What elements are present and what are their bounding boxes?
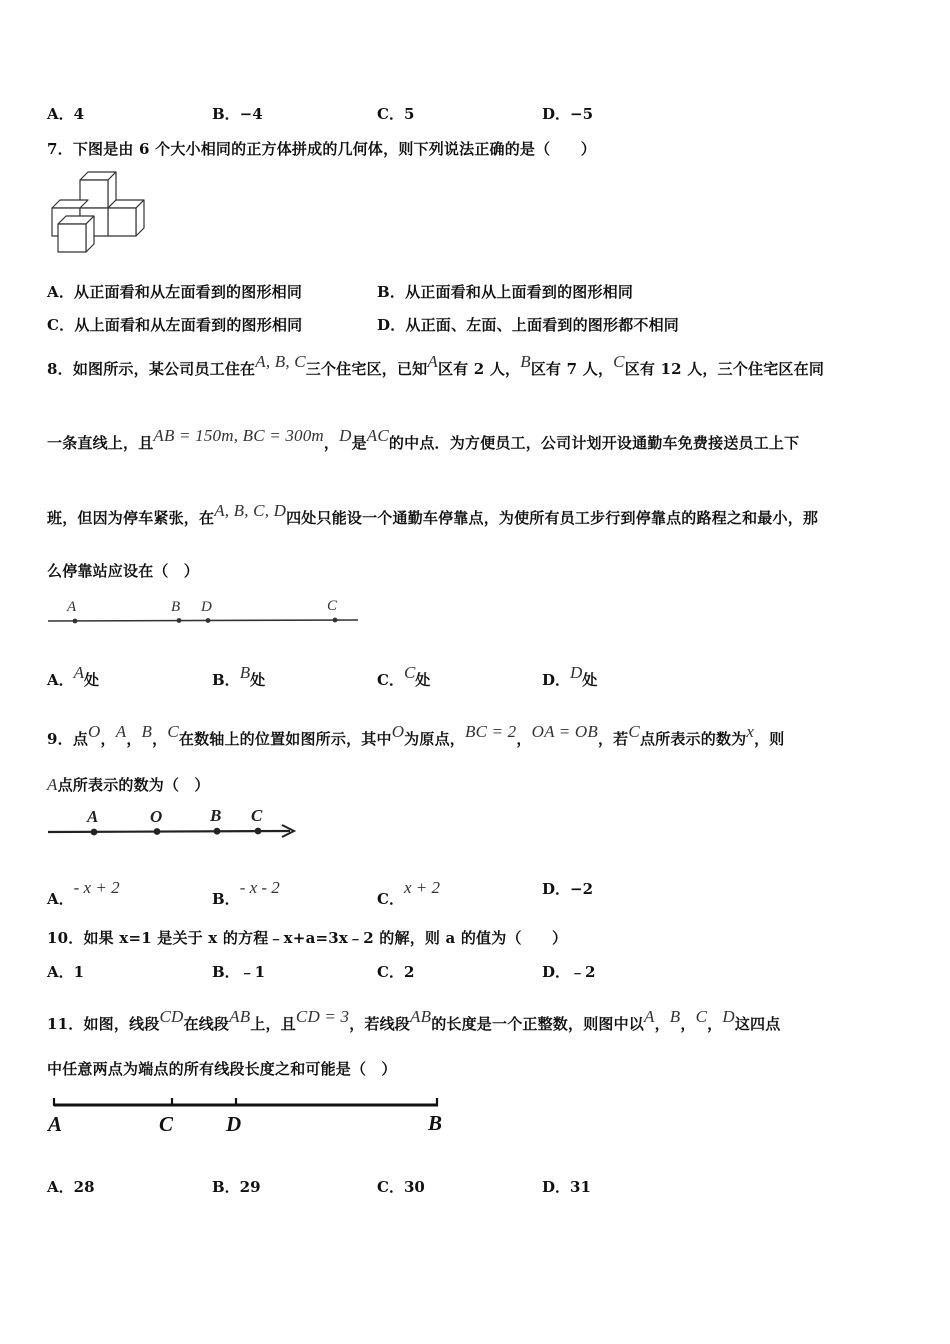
q10-option-a: A．1	[47, 963, 85, 981]
q8-point-b	[177, 618, 182, 623]
q7-option-b: B．从正面看和从上面看到的图形相同	[377, 283, 634, 301]
q8-label-a: A	[67, 599, 77, 615]
q11-segment-figure	[44, 1090, 456, 1140]
q6-option-a: A．4	[47, 105, 85, 123]
q10-stem: 10．如果 x=1 是关于 x 的方程﹣x+a=3x﹣2 的解，则 a 的值为（ ）	[47, 929, 568, 947]
q8-line-1: 8．如图所示，某公司员工住在A, B, C三个住宅区，已知A区有 2 人，B区有 7 人，C区有 12 人，三个住宅区在同	[47, 352, 825, 378]
q9-option-a: A．- x + 2	[47, 878, 120, 908]
q6-option-d: D．−5	[542, 105, 594, 123]
q11-option-c: C．30	[377, 1178, 425, 1196]
q9-option-b: B．- x - 2	[212, 878, 280, 908]
q8-option-c: C．C处	[377, 663, 431, 689]
q8-point-d	[206, 618, 211, 623]
q8-line-4: 么停靠站应设在（ ）	[47, 562, 200, 580]
q9-line-2: A点所表示的数为（ ）	[47, 775, 210, 794]
q9-point-b	[214, 828, 221, 835]
q11-option-b: B．29	[212, 1178, 261, 1196]
q8-line-figure	[44, 594, 364, 630]
q8-line-2: 一条直线上，且AB = 150m, BC = 300m，D是AC的中点．为方便员工，公司计划开设通勤车免费接送员工上下	[47, 426, 800, 452]
q11-option-d: D．31	[542, 1178, 591, 1196]
q11-label-a: A	[48, 1112, 63, 1136]
q8-label-d: D	[201, 599, 212, 615]
q11-label-d: D	[226, 1112, 242, 1136]
q9-label-c: C	[251, 806, 263, 825]
q9-option-c: C．x + 2	[377, 878, 440, 908]
q10-option-b: B．﹣1	[212, 963, 266, 981]
q9-label-o: O	[150, 807, 163, 826]
q6-option-b: B．−4	[212, 105, 263, 123]
q8-point-a	[73, 619, 78, 624]
q9-point-c	[255, 828, 262, 835]
q8-label-b: B	[171, 599, 181, 615]
q11-line-1: 11．如图，线段CD在线段AB上，且CD = 3，若线段AB的长度是一个正整数，则图中以A，B，C，D这四点	[47, 1007, 781, 1033]
q8-option-d: D．D处	[542, 663, 598, 689]
q8-point-c	[333, 618, 338, 623]
q7-cube-figure	[44, 168, 150, 262]
q11-option-a: A．28	[47, 1178, 95, 1196]
q7-stem: 7．下图是由 6 个大小相同的正方体拼成的几何体，则下列说法正确的是（ ）	[47, 140, 596, 158]
q9-number-line-figure	[44, 804, 300, 842]
q9-line-1: 9．点O，A，B，C在数轴上的位置如图所示，其中O为原点，BC = 2，OA = OB，若C点所表示的数为x，则	[47, 722, 785, 748]
q9-label-b: B	[210, 806, 222, 825]
q9-label-a: A	[87, 807, 99, 826]
q10-option-c: C．2	[377, 963, 415, 981]
q8-label-c: C	[327, 598, 338, 614]
q8-line-3: 班，但因为停车紧张，在A, B, C, D四处只能设一个通勤车停靠点，为使所有员工步行到停靠点的路程之和最小，那	[47, 501, 819, 527]
q7-option-d: D．从正面、左面、上面看到的图形都不相同	[377, 316, 680, 334]
q6-option-c: C．5	[377, 105, 415, 123]
q9-point-o	[154, 828, 161, 835]
q11-label-c: C	[159, 1112, 174, 1136]
q7-option-c: C．从上面看和从左面看到的图形相同	[47, 316, 303, 334]
q10-option-d: D．﹣2	[542, 963, 596, 981]
q8-option-a: A．A处	[47, 663, 100, 689]
q7-option-a: A．从正面看和从左面看到的图形相同	[47, 283, 303, 301]
q9-point-a	[91, 829, 98, 836]
q9-option-d: D．−2	[542, 880, 594, 898]
q11-label-b: B	[428, 1111, 443, 1135]
q11-line-2: 中任意两点为端点的所有线段长度之和可能是（ ）	[47, 1060, 397, 1078]
q8-option-b: B．B处	[212, 663, 266, 689]
